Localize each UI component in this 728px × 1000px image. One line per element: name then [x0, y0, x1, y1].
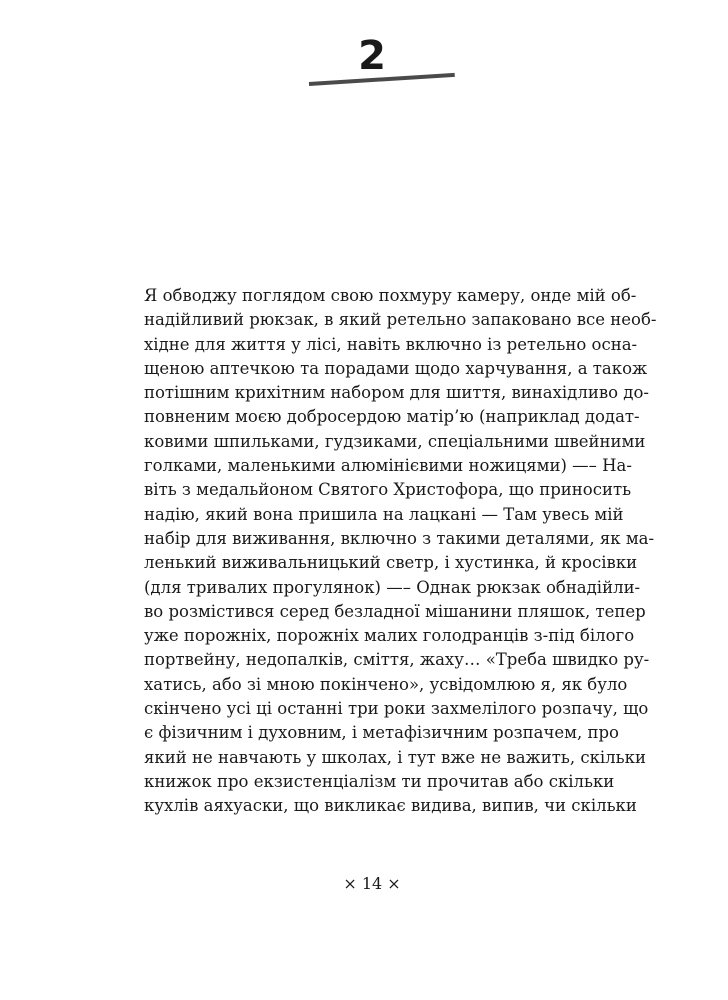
text-line: ленький виживальницький светр, і хустинка, й кросівки: [144, 553, 638, 573]
text-line: хатись, або зі мною покінчено», усвідомлюю я, як було: [144, 674, 628, 694]
text-line: портвейну, недопалків, сміття, жаху… «Треба швидко ру-: [144, 650, 650, 670]
text-line: хідне для життя у лісі, навіть включно із ретельно осна-: [144, 334, 638, 354]
text-line: повненим моєю добросердою матір’ю (наприклад додат-: [144, 407, 640, 427]
text-line: кухлів аяхуаски, що викликає видива, випив, чи скільки: [144, 796, 637, 816]
text-line: книжок про екзистенціалізм ти прочитав або скільки: [144, 771, 615, 791]
text-line: надійливий рюкзак, в який ретельно запаковано все необ-: [144, 310, 657, 330]
text-line: який не навчають у школах, і тут вже не важить, скільки: [144, 747, 646, 767]
page-number: × 14 ×: [343, 874, 401, 893]
text-line: Я обводжу поглядом свою похмуру камеру, онде мій об-: [144, 286, 637, 305]
text-line: щеною аптечкою та порадами щодо харчування, а також: [144, 358, 648, 378]
body-text: [144, 284, 657, 819]
text-line: голками, маленькими алюмінієвими ножицями) —– На-: [144, 456, 632, 476]
text-line: скінчено усі ці останні три роки захмелілого розпачу, що: [144, 699, 649, 719]
chapter-number: 2: [358, 33, 386, 79]
text-line: уже порожніх, порожніх малих голодранців з-під білого: [144, 626, 635, 646]
text-line: (для тривалих прогулянок) —– Однак рюкзак обнадійли-: [144, 577, 641, 597]
text-line: во розмістився серед безладної мішанини пляшок, тепер: [144, 601, 646, 621]
text-line: потішним крихітним набором для шиття, винахідливо до-: [144, 383, 649, 403]
text-line: надію, який вона пришила на лацкані — Там увесь мій: [144, 504, 624, 524]
text-line: є фізичним і духовним, і метафізичним розпачем, про: [144, 723, 619, 743]
text-line: віть з медальйоном Святого Христофора, що приносить: [144, 480, 632, 500]
text-line: набір для виживання, включно з такими деталями, як ма-: [144, 528, 655, 548]
text-line: ковими шпильками, гудзиками, спеціальними швейними: [144, 431, 646, 451]
